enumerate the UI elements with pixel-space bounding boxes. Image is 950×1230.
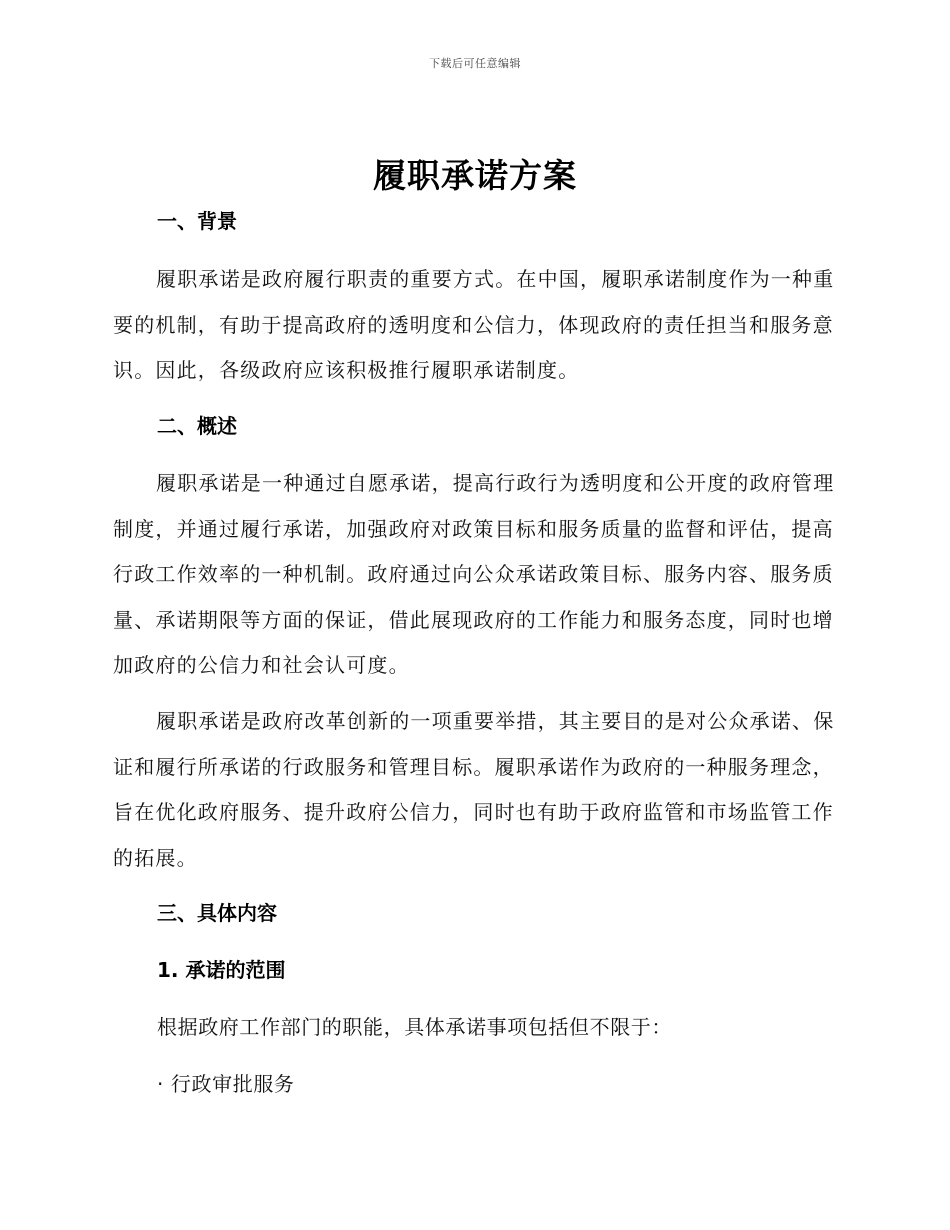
section-content-intro (113, 1012, 838, 1042)
paragraph: 履职承诺是政府履行职责的重要方式。在中国，履职承诺制度作为一种重要的机制，有助于提高政府的透明度和公信力，体现政府的责任担当和服务意识。因此，各级政府应该积极推行履职承诺制度。 (113, 267, 835, 382)
paragraph: 履职承诺是政府改革创新的一项重要举措，其主要目的是对公众承诺、保证和履行所承诺的行政服务和管理目标。履职承诺作为政府的一种服务理念，旨在优化政府服务、提升政府公信力，同时也有助于政府监管和市场监管工作的拓展。 (113, 709, 835, 870)
section-overview-heading (113, 411, 838, 441)
section-background-heading (113, 206, 838, 236)
section-content-heading (113, 898, 838, 928)
list-item: · 行政审批服务 (157, 1072, 295, 1096)
paragraph: 根据政府工作部门的职能，具体承诺事项包括但不限于： (157, 1015, 672, 1039)
section-heading: 二、概述 (157, 414, 237, 438)
section-overview-body-2 (113, 699, 838, 881)
paragraph: 履职承诺是一种通过自愿承诺，提高行政行为透明度和公开度的政府管理制度，并通过履行承诺，加强政府对政策目标和服务质量的监督和评估，提高行政工作效率的一种机制。政府通过向公众承诺政策目标、服务内容、服务质量、承诺期限等方面的保证，借此展现政府的工作能力和服务态度，同时也增加政府的公信力和社会认可度。 (113, 471, 835, 677)
subsection-heading: 1. 承诺的范围 (157, 958, 286, 982)
document-title: 履职承诺方案 (373, 156, 577, 195)
section-background-body (113, 257, 838, 394)
section-overview-body-1 (113, 461, 838, 689)
header-note: 下载后可任意编辑 (429, 57, 521, 70)
section-heading: 一、背景 (157, 209, 237, 233)
section-content-subheading (113, 955, 838, 985)
section-heading: 三、具体内容 (157, 901, 277, 925)
section-content-bullets (113, 1069, 838, 1099)
